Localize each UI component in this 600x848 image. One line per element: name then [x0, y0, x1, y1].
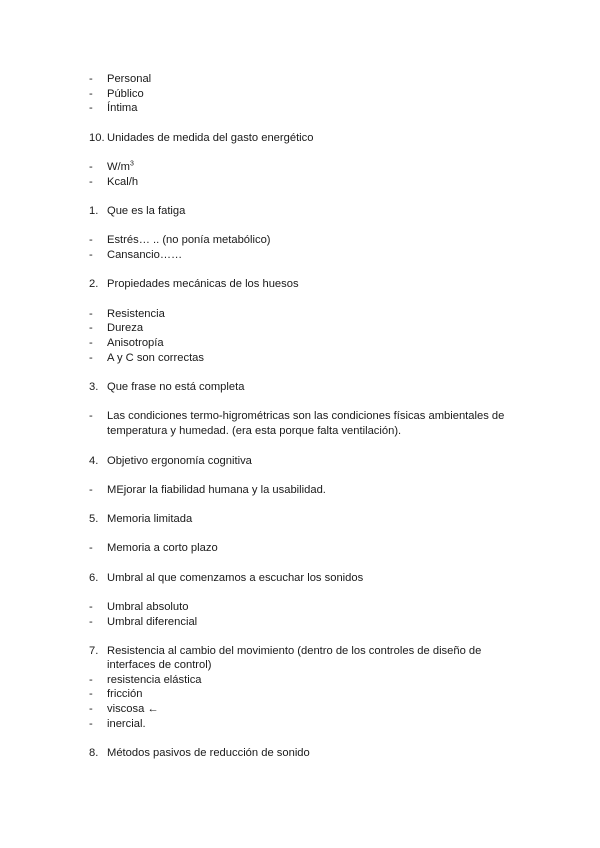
dash-marker: - [89, 542, 93, 554]
dash-marker: - [89, 674, 93, 686]
dash-marker: - [89, 249, 93, 261]
dash-marker: - [89, 73, 93, 85]
list-item-text: inercial. [107, 718, 146, 730]
list-item-text [107, 160, 134, 174]
dash-marker: - [89, 688, 93, 700]
dash-marker: - [89, 161, 93, 173]
list-item-text: Umbral diferencial [107, 616, 198, 628]
dash-marker: - [89, 410, 93, 422]
question-text: Propiedades mecánicas de los huesos [107, 278, 299, 290]
question-number: 7. [89, 645, 99, 657]
question-text: Resistencia al cambio del movimiento (dentro de los controles de diseño de [107, 645, 482, 657]
question-text: Umbral al que comenzamos a escuchar los sonidos [107, 572, 364, 584]
dash-marker: - [89, 308, 93, 320]
dash-marker: - [89, 234, 93, 246]
question-number: 4. [89, 455, 99, 467]
dash-marker: - [89, 337, 93, 349]
list-item-text: Memoria a corto plazo [107, 542, 218, 554]
question-number: 10. [89, 132, 105, 144]
list-item-text: temperatura y humedad. (era esta porque falta ventilación). [107, 425, 402, 437]
list-item-text: Umbral absoluto [107, 601, 189, 613]
list-item-text: Anisotropía [107, 337, 164, 349]
dash-marker: - [89, 484, 93, 496]
dash-marker: - [89, 703, 93, 715]
question-number: 8. [89, 747, 99, 759]
question-text: Unidades de medida del gasto energético [107, 132, 314, 144]
dash-marker: - [89, 88, 93, 100]
list-item-text: Íntima [107, 102, 138, 114]
question-number: 6. [89, 572, 99, 584]
dash-marker: - [89, 718, 93, 730]
list-item-text: Resistencia [107, 308, 165, 320]
list-item-text: fricción [107, 688, 143, 700]
list-item-text: viscosa ← [107, 703, 159, 715]
list-item-text: Las condiciones termo-higrométricas son las condiciones físicas ambientales de [107, 410, 505, 422]
question-text: Que es la fatiga [107, 205, 186, 217]
list-item-text: Público [107, 88, 144, 100]
list-item-text: A y C son correctas [107, 352, 204, 364]
dash-marker: - [89, 176, 93, 188]
question-text: Métodos pasivos de reducción de sonido [107, 747, 310, 759]
dash-marker: - [89, 102, 93, 114]
list-item-text: resistencia elástica [107, 674, 202, 686]
list-item-text: Personal [107, 73, 152, 85]
question-number: 1. [89, 205, 99, 217]
dash-marker: - [89, 601, 93, 613]
question-text: Objetivo ergonomía cognitiva [107, 455, 252, 467]
question-number: 2. [89, 278, 99, 290]
dash-marker: - [89, 352, 93, 364]
question-text: Que frase no está completa [107, 381, 245, 393]
list-item-text: MEjorar la fiabilidad humana y la usabilidad. [107, 484, 326, 496]
question-number: 3. [89, 381, 99, 393]
unit-superscript: 3 [130, 160, 134, 168]
dash-marker: - [89, 322, 93, 334]
unit-base: W/m [107, 161, 130, 173]
question-text: interfaces de control) [107, 659, 212, 671]
list-item-text: Cansancio…… [107, 249, 183, 261]
question-text: Memoria limitada [107, 513, 193, 525]
list-item-text: Dureza [107, 322, 144, 334]
list-item-text: Kcal/h [107, 176, 139, 188]
list-item-text: Estrés… .. (no ponía metabólico) [107, 234, 271, 246]
dash-marker: - [89, 616, 93, 628]
question-number: 5. [89, 513, 99, 525]
